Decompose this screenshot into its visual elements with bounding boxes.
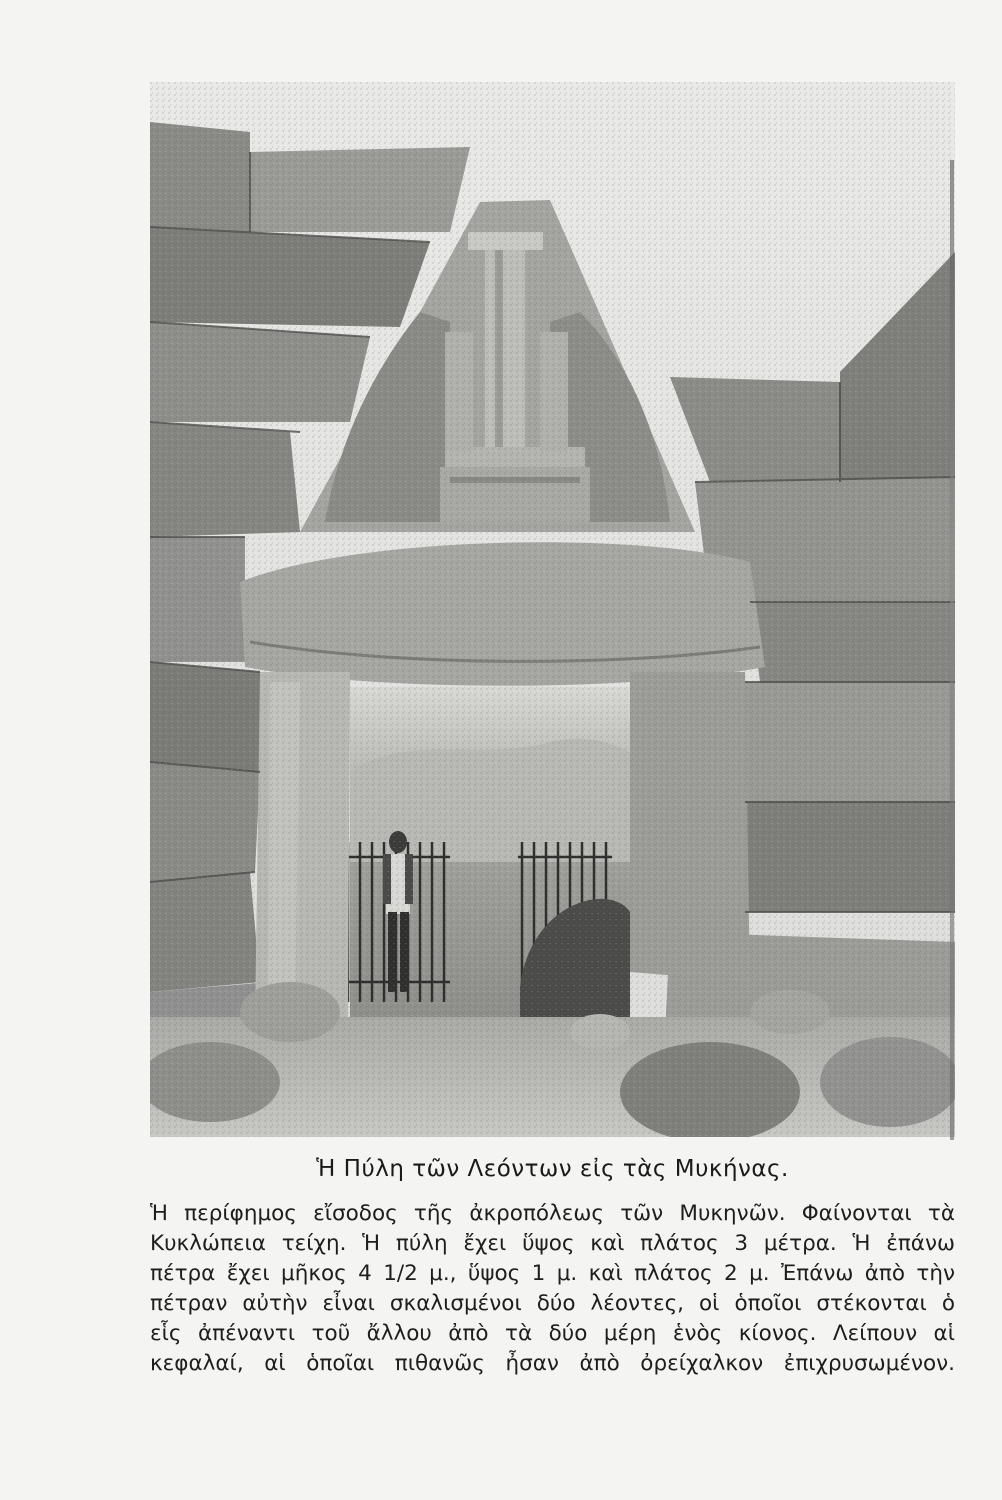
lion-gate-photo [150,82,955,1137]
page-edge-shadow [950,160,954,1140]
caption-line: Κυκλώπεια τείχη. Ἡ πύλη ἔχει ὕψος καὶ πλάτος 3 μέτρα. Ἡ ἐπάνω [150,1231,955,1256]
caption-title: Ἡ Πύλη τῶν Λεόντων εἰς τὰς Μυκήνας. [316,1156,789,1182]
caption-line: εἷς ἀπέναντι τοῦ ἄλλου ἀπὸ τὰ δύο μέρη ἑνὸς κίονος. Λείπουν αἱ [150,1321,955,1346]
caption-body [150,1199,955,1379]
caption-line: πέτρα ἔχει μῆκος 4 1/2 μ., ὕψος 1 μ. καὶ πλάτος 2 μ. Ἐπάνω ἀπὸ τὴν [150,1261,955,1286]
photo-illustration [150,82,955,1137]
caption-line: Ἡ περίφημος εἴσοδος τῆς ἀκροπόλεως τῶν Μυκηνῶν. Φαίνονται τὰ [150,1201,955,1226]
caption-line: κεφαλαί, αἱ ὁποῖαι πιθανῶς ἦσαν ἀπὸ ὀρείχαλκον ἐπιχρυσωμένον. [150,1351,955,1376]
caption-line: πέτραν αὐτὴν εἶναι σκαλισμένοι δύο λέοντες, οἱ ὁποῖοι στέκονται ὁ [150,1291,955,1316]
